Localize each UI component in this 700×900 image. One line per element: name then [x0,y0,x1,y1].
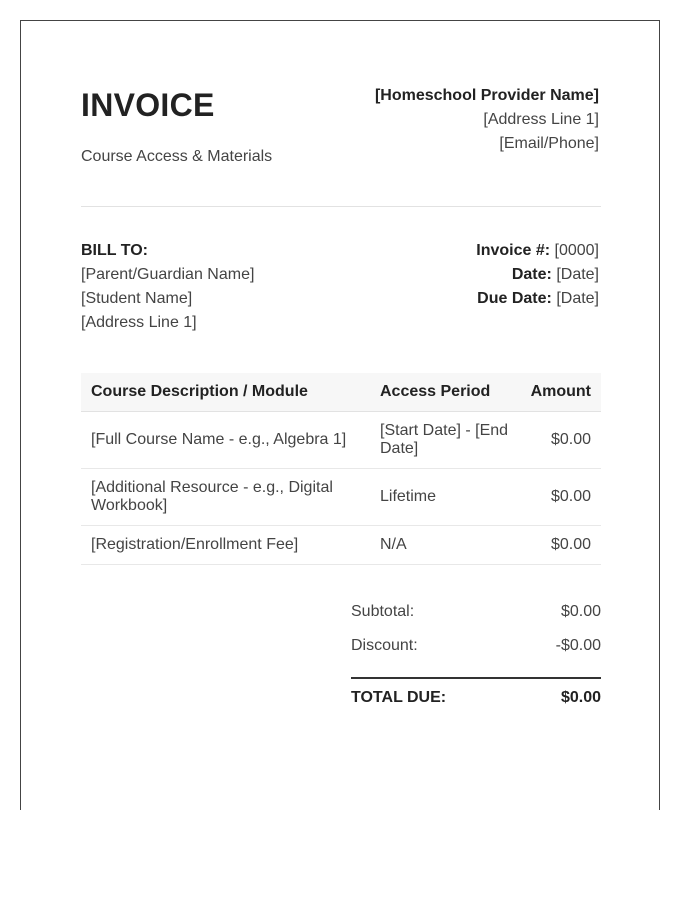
bill-to-label: BILL TO: [81,242,148,259]
total-due-row [351,677,601,719]
invoice-page [20,20,660,810]
table-row [81,469,601,526]
header-amount: Amount [520,373,601,412]
invoice-number-row [476,239,599,263]
invoice-meta [476,239,599,311]
row-access-period: [Start Date] - [End Date] [370,412,520,469]
invoice-date-value: [Date] [556,266,599,283]
header-description: Course Description / Module [81,373,370,412]
bill-to-parent: [Parent/Guardian Name] [81,266,255,283]
invoice-date-row [476,263,599,287]
invoice-title: INVOICE [81,87,215,123]
discount-label: Discount: [351,637,418,654]
row-description: [Additional Resource - e.g., Digital Workbook] [81,469,370,526]
row-amount: $0.00 [520,412,601,469]
subtotal-label: Subtotal: [351,603,415,620]
subtotal-value: $0.00 [560,603,601,620]
due-date-label: Due Date: [477,290,552,307]
header-access-period: Access Period [370,373,520,412]
subtotal-row [351,599,601,633]
line-items-table [81,373,601,565]
header-divider [81,206,601,207]
invoice-number-value: [0000] [554,242,599,259]
totals-block [351,599,601,719]
bill-to-student: [Student Name] [81,290,193,307]
row-amount: $0.00 [520,469,601,526]
row-access-period: Lifetime [370,469,520,526]
table-row [81,412,601,469]
invoice-subtitle: Course Access & Materials [81,148,273,165]
row-access-period: N/A [370,526,520,565]
provider-contact: [Email/Phone] [499,135,599,152]
due-date-value: [Date] [556,290,599,307]
bill-to-address: [Address Line 1] [81,314,197,331]
discount-row [351,633,601,667]
invoice-number-label: Invoice #: [476,242,551,259]
provider-address: [Address Line 1] [483,111,599,128]
row-description: [Registration/Enrollment Fee] [81,526,370,565]
total-due-value: $0.00 [560,689,601,706]
provider-name: [Homeschool Provider Name] [374,87,599,104]
table-row [81,526,601,565]
provider-info [375,84,599,156]
due-date-row [476,287,599,311]
invoice-date-label: Date: [511,266,552,283]
total-due-label: TOTAL DUE: [351,689,447,706]
discount-value: -$0.00 [555,637,601,654]
row-description: [Full Course Name - e.g., Algebra 1] [81,412,370,469]
table-header-row [81,373,601,412]
bill-to-block [81,239,254,335]
row-amount: $0.00 [520,526,601,565]
